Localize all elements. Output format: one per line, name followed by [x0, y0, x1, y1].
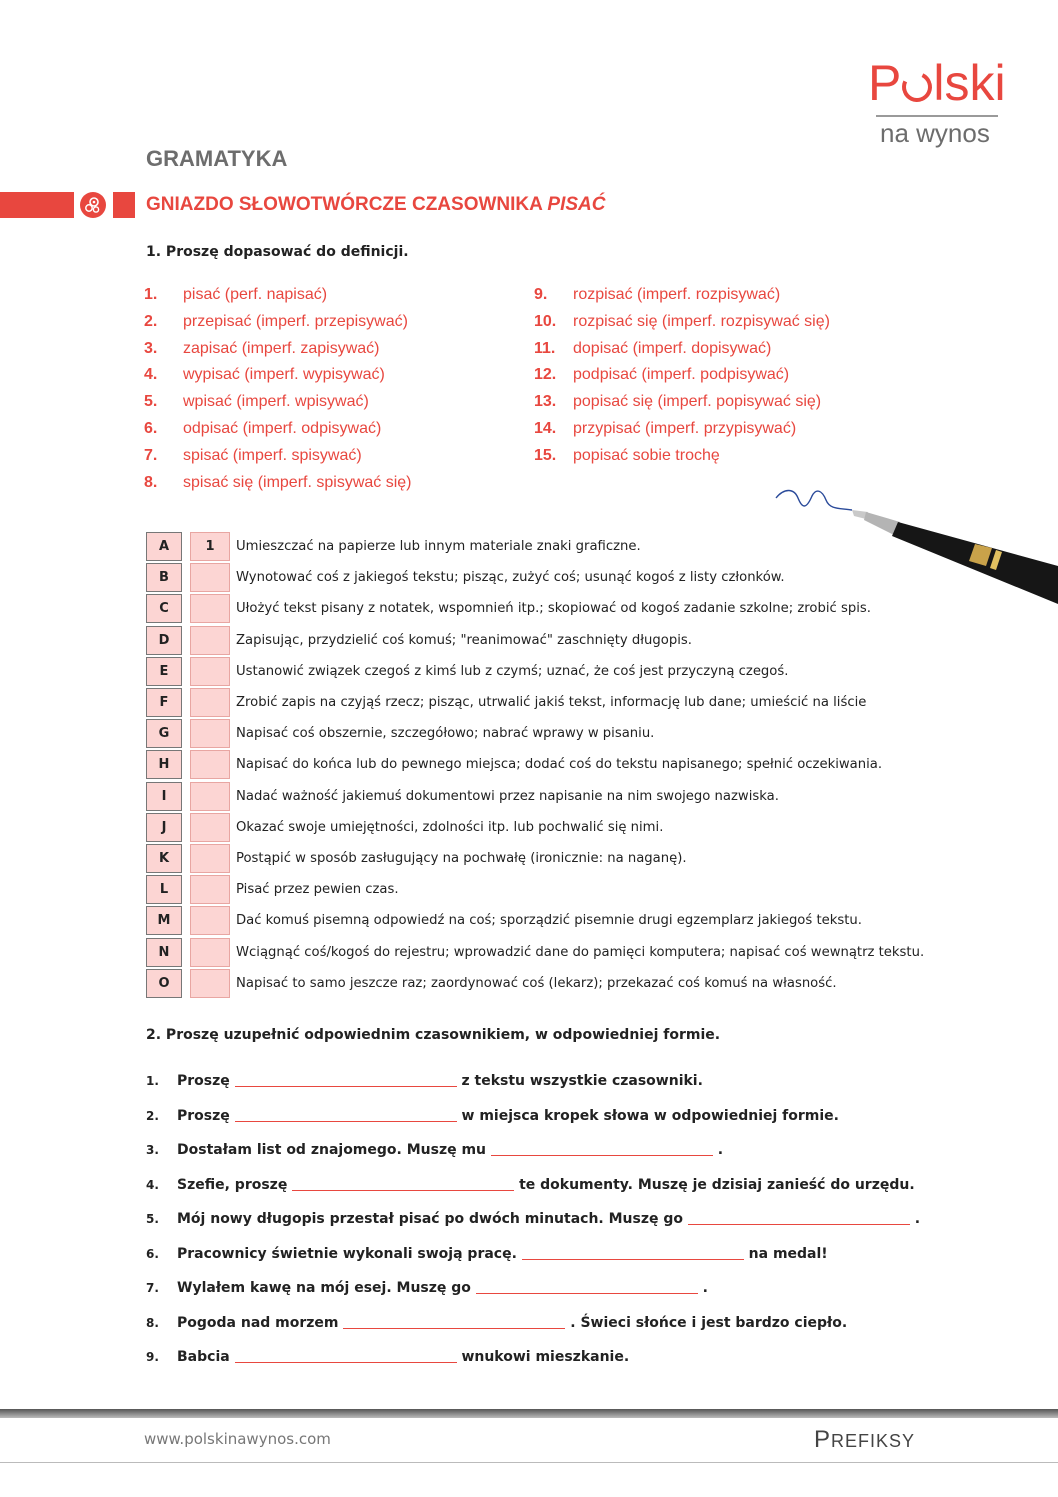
answer-blank[interactable] [235, 1072, 457, 1087]
task-2-instruction: 2. Proszę uzupełnić odpowiednim czasownikiem, w odpowiedniej formie. [146, 1027, 721, 1043]
definition-text: Nadać ważność jakiemuś dokumentowi przez napisanie na nim swojego nazwiska. [236, 788, 779, 804]
verb-number: 1. [144, 286, 158, 303]
verb-text: rozpisać się (imperf. rozpisywać się) [573, 312, 830, 330]
answer-blank[interactable] [235, 1107, 457, 1122]
verb-number: 5. [144, 393, 158, 411]
pen-icon [770, 486, 1058, 610]
definition-letter: O [146, 969, 182, 998]
sentence-after: w miejsca kropek słowa w odpowiedniej formie. [461, 1107, 839, 1124]
answer-blank[interactable] [476, 1279, 698, 1294]
sentence-after: te dokumenty. Muszę je dzisiaj zanieść do urzędu. [519, 1176, 915, 1193]
footer-title-initial: P [814, 1426, 832, 1453]
verb-text: wpisać (imperf. wpisywać) [183, 393, 369, 411]
sentence-after: . [702, 1280, 708, 1296]
sentence-before: Proszę [177, 1073, 230, 1089]
definition-text: Okazać swoje umiejętności, zdolności itp. lub pochwalić się nimi. [236, 819, 664, 835]
gears-icon [80, 192, 106, 218]
definition-text: Napisać do końca lub do pewnego miejsca; dodać coś do tekstu napisanego; spełnić oczekiwania. [236, 757, 883, 773]
answer-box[interactable] [190, 938, 230, 967]
answer-box[interactable] [190, 688, 230, 717]
answer-box[interactable] [190, 782, 230, 811]
sentence-after: wnukowi mieszkanie. [461, 1349, 630, 1365]
answer-box[interactable] [190, 594, 230, 623]
sentence [177, 1209, 920, 1229]
sentence-before: Proszę [177, 1107, 230, 1124]
verb-text: przypisać (imperf. przypisywać) [573, 420, 797, 437]
verb-number: 11. [534, 339, 556, 357]
definition-letter: J [146, 813, 182, 842]
sentence-before: Szefie, proszę [177, 1176, 288, 1193]
brand-logo [868, 55, 1006, 111]
definition-letter: L [146, 875, 182, 904]
verb-text: popisać sobie trochę [573, 446, 720, 464]
definition-text: Dać komuś pisemną odpowiedź na coś; sporządzić pisemnie drugi egzemplarz jakiegoś tekstu. [236, 913, 862, 929]
sentence [177, 1244, 828, 1264]
sentence-before: Babcia [177, 1349, 230, 1365]
verb-number: 12. [534, 366, 557, 384]
footer-url[interactable]: www.polskinawynos.com [144, 1430, 331, 1448]
verb-number: 13. [534, 393, 557, 411]
sentence-after: . Świeci słońce i jest bardzo ciepło. [570, 1314, 848, 1331]
verb-text: rozpisać (imperf. rozpisywać) [573, 286, 781, 303]
definition-text: Wciągnąć coś/kogoś do rejestru; wprowadzić dane do pamięci komputera; napisać coś wewnątrz tekstu. [236, 944, 925, 960]
verb-number: 14. [534, 420, 557, 437]
logo-letter: P [868, 55, 902, 111]
footer-line [0, 1462, 1058, 1463]
definition-letter: H [146, 750, 182, 779]
sentence-before: Wylałem kawę na mój esej. Muszę go [177, 1280, 471, 1296]
sentence-number: 3. [146, 1143, 159, 1157]
verb-number: 9. [534, 286, 548, 303]
definition-text: Napisać coś obszernie, szczegółowo; nabrać wprawy w pisaniu. [236, 726, 655, 742]
verb-number: 7. [144, 446, 158, 464]
answer-box[interactable] [190, 813, 230, 842]
sentence-before: Dostałam list od znajomego. Muszę mu [177, 1142, 487, 1158]
sentence-before: Pogoda nad morzem [177, 1314, 339, 1331]
sentence-number: 8. [146, 1315, 159, 1330]
verb-text: popisać się (imperf. popisywać się) [573, 393, 822, 411]
definition-letter: B [146, 563, 182, 592]
verb-text: odpisać (imperf. odpisywać) [183, 420, 382, 437]
sentence-after: na medal! [748, 1245, 828, 1262]
answer-box[interactable] [190, 969, 230, 998]
answer-blank[interactable] [688, 1210, 910, 1225]
sentence-number: 4. [146, 1177, 159, 1192]
definition-text: Napisać to samo jeszcze raz; zaordynować coś (lekarz); przekazać coś komuś na własność. [236, 975, 837, 991]
sentence-number: 5. [146, 1212, 159, 1226]
verb-number: 4. [144, 366, 158, 384]
answer-box[interactable] [190, 563, 230, 592]
definition-letter: G [146, 719, 182, 748]
sentence-before: Mój nowy długopis przestał pisać po dwóch minutach. Muszę go [177, 1211, 684, 1227]
logo-subtitle: na wynos [880, 118, 990, 148]
definition-letter: M [146, 906, 182, 935]
answer-box[interactable] [190, 657, 230, 686]
sentence [177, 1313, 847, 1333]
verb-text: podpisać (imperf. podpisywać) [573, 366, 790, 384]
verb-number: 2. [144, 312, 158, 330]
verb-text: pisać (perf. napisać) [183, 286, 328, 303]
definition-letter: F [146, 688, 182, 717]
heading-bar-right [113, 192, 135, 218]
heading-text: GNIAZDO SŁOWOTWÓRCZE CZASOWNIKA [146, 194, 548, 215]
definition-text: Wynotować coś z jakiegoś tekstu; pisząc, zużyć coś; usunąć kogoś z listy członków. [236, 570, 785, 586]
answer-blank[interactable] [522, 1245, 744, 1260]
answer-box[interactable] [190, 719, 230, 748]
definition-letter: I [146, 782, 182, 811]
definition-text: Ustanowić związek czegoś z kimś lub z czymś; uznać, że coś jest przyczyną czegoś. [236, 663, 789, 679]
sentence-before: Pracownicy świetnie wykonali swoją pracę. [177, 1245, 517, 1262]
footer-bar [0, 1409, 1058, 1418]
definition-letter: A [146, 532, 182, 561]
exercise-heading [146, 194, 606, 216]
answer-box[interactable] [190, 844, 230, 873]
verb-number: 15. [534, 446, 557, 464]
definition-text: Pisać przez pewien czas. [236, 882, 399, 898]
definition-text: Postąpić w sposób zasługujący na pochwałę (ironicznie: na naganę). [236, 851, 687, 866]
sentence-after: . [717, 1142, 724, 1158]
answer-box[interactable] [190, 750, 230, 779]
definition-text: Umieszczać na papierze lub innym materiale znaki graficzne. [236, 539, 641, 554]
sentence-number: 1. [146, 1074, 159, 1088]
definition-text: Zrobić zapis na czyjąś rzecz; pisząc, utrwalić jakiś tekst, informację lub dane; umieścić na liście [236, 695, 867, 710]
answer-blank[interactable] [491, 1141, 713, 1156]
answer-blank[interactable] [343, 1314, 565, 1329]
task-1-instruction: 1. Proszę dopasować do definicji. [146, 244, 409, 260]
verb-number: 10. [534, 312, 557, 330]
sentence [177, 1071, 703, 1091]
verb-text: spisać (imperf. spisywać) [183, 446, 362, 464]
verb-text: dopisać (imperf. dopisywać) [573, 339, 772, 357]
verb-text: przepisać (imperf. przepisywać) [183, 312, 408, 330]
verb-number: 8. [144, 473, 158, 491]
verb-text: zapisać (imperf. zapisywać) [183, 339, 380, 357]
definition-letter: D [146, 626, 182, 655]
answer-box[interactable] [190, 875, 230, 904]
definition-letter: N [146, 938, 182, 967]
definition-letter: K [146, 844, 182, 873]
sentence-after: z tekstu wszystkie czasowniki. [461, 1073, 703, 1089]
verb-number: 3. [144, 339, 158, 357]
answer-box[interactable] [190, 906, 230, 935]
sentence [177, 1278, 708, 1298]
logo-divider [876, 115, 998, 117]
logo-text: lski [933, 55, 1006, 111]
sentence [177, 1347, 629, 1367]
verb-text: spisać się (imperf. spisywać się) [183, 473, 412, 491]
answer-blank[interactable] [292, 1176, 514, 1191]
footer-title [814, 1426, 915, 1454]
footer-title-rest: REFIKSY [831, 1431, 916, 1451]
sentence-number: 6. [146, 1246, 159, 1261]
verb-text: wypisać (imperf. wypisywać) [183, 366, 385, 384]
answer-box[interactable]: 1 [190, 532, 230, 561]
definition-letter: C [146, 594, 182, 623]
sentence [177, 1175, 915, 1195]
sentence-number: 7. [146, 1281, 159, 1295]
heading-italic: PISAĆ [547, 194, 606, 215]
definition-letter: E [146, 657, 182, 686]
answer-blank[interactable] [235, 1348, 457, 1363]
sentence-after: . [914, 1211, 921, 1227]
logo-o-icon [898, 68, 936, 106]
definition-text: Zapisując, przydzielić coś komuś; "reanimować" zaschnięty długopis. [236, 632, 692, 648]
sentence [177, 1106, 839, 1126]
sentence [177, 1140, 723, 1160]
section-title: GRAMATYKA [146, 146, 288, 171]
sentence-number: 2. [146, 1108, 159, 1123]
definition-text: Ułożyć tekst pisany z notatek, wspomnień itp.; skopiować od kogoś zadanie szkolne; zrobić spis. [236, 601, 871, 617]
heading-bar-left [0, 192, 74, 218]
sentence-number: 9. [146, 1350, 159, 1364]
answer-box[interactable] [190, 626, 230, 655]
verb-number: 6. [144, 420, 158, 437]
